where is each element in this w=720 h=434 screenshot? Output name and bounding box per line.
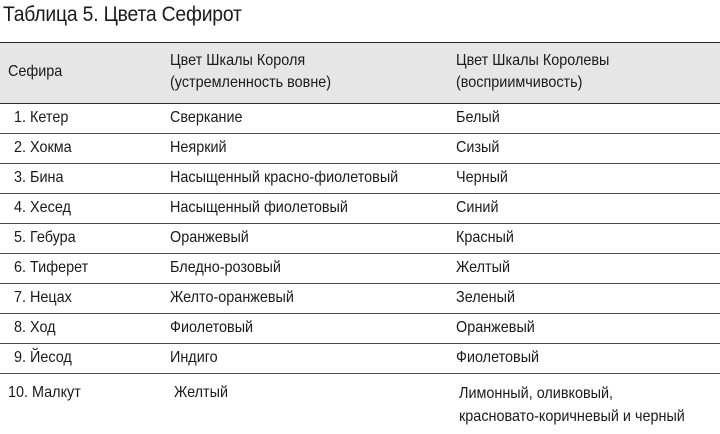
table-row: [0, 194, 720, 224]
sephira-cell: 3. Бина: [14, 169, 64, 186]
king-color-cell: Фиолетовый: [170, 319, 254, 336]
table-row: [0, 104, 720, 134]
table-row: [0, 344, 720, 374]
king-color-cell: Индиго: [170, 349, 218, 366]
sephira-cell: 10. Малкут: [8, 384, 81, 401]
sephira-cell: 2. Хокма: [14, 139, 72, 156]
header-king-scale-line1: Цвет Шкалы Короля: [170, 52, 306, 69]
header-sephira: Сефира: [8, 63, 63, 80]
queen-color-line1: Лимонный, оливковый,: [459, 385, 614, 402]
queen-color-cell: Желтый: [456, 259, 511, 276]
queen-color-cell: Фиолетовый: [456, 349, 540, 366]
king-color-cell: Желто-оранжевый: [170, 289, 294, 306]
table-header-row: [0, 43, 720, 104]
header-queen-scale-line1: Цвет Шкалы Королевы: [456, 52, 610, 69]
header-king-scale: [170, 50, 331, 94]
sephira-cell: 8. Ход: [14, 319, 56, 336]
sephira-cell: 1. Кетер: [14, 109, 69, 126]
queen-color-cell: Оранжевый: [456, 319, 535, 336]
king-color-cell: Сверкание: [170, 109, 243, 126]
queen-color-cell: Черный: [456, 169, 508, 186]
king-color-cell: Неяркий: [170, 139, 227, 156]
table-row: [0, 254, 720, 284]
sephira-cell: 7. Нецах: [14, 289, 72, 306]
sephirot-colors-table: [0, 42, 720, 434]
king-color-cell: Насыщенный фиолетовый: [170, 199, 348, 216]
header-king-scale-line2: (устремленность вовне): [170, 74, 332, 91]
queen-color-cell: Белый: [456, 109, 500, 126]
header-queen-scale: [456, 50, 609, 94]
header-queen-scale-line2: (восприимчивость): [456, 74, 583, 91]
queen-color-cell: Сизый: [456, 139, 500, 156]
queen-color-cell: Красный: [456, 229, 514, 246]
table-row: [0, 374, 720, 434]
queen-color-cell: Зеленый: [456, 289, 515, 306]
sephira-cell: 6. Тиферет: [14, 259, 89, 276]
king-color-cell: Желтый: [174, 384, 229, 401]
king-color-cell: Оранжевый: [170, 229, 249, 246]
sephira-cell: 5. Гебура: [14, 229, 76, 246]
king-color-cell: Бледно-розовый: [170, 259, 281, 276]
sephira-cell: 9. Йесод: [14, 349, 72, 366]
table-title: Таблица 5. Цвета Сефирот: [3, 3, 242, 26]
table-row: [0, 314, 720, 344]
king-color-cell: Насыщенный красно-фиолетовый: [170, 169, 399, 186]
table-row: [0, 164, 720, 194]
table-row: [0, 224, 720, 254]
queen-color-cell: [459, 382, 720, 428]
table-row: [0, 134, 720, 164]
queen-color-cell: Синий: [456, 199, 499, 216]
sephira-cell: 4. Хесед: [14, 199, 71, 216]
queen-color-line2: красновато-коричневый и черный: [459, 408, 685, 425]
table-row: [0, 284, 720, 314]
